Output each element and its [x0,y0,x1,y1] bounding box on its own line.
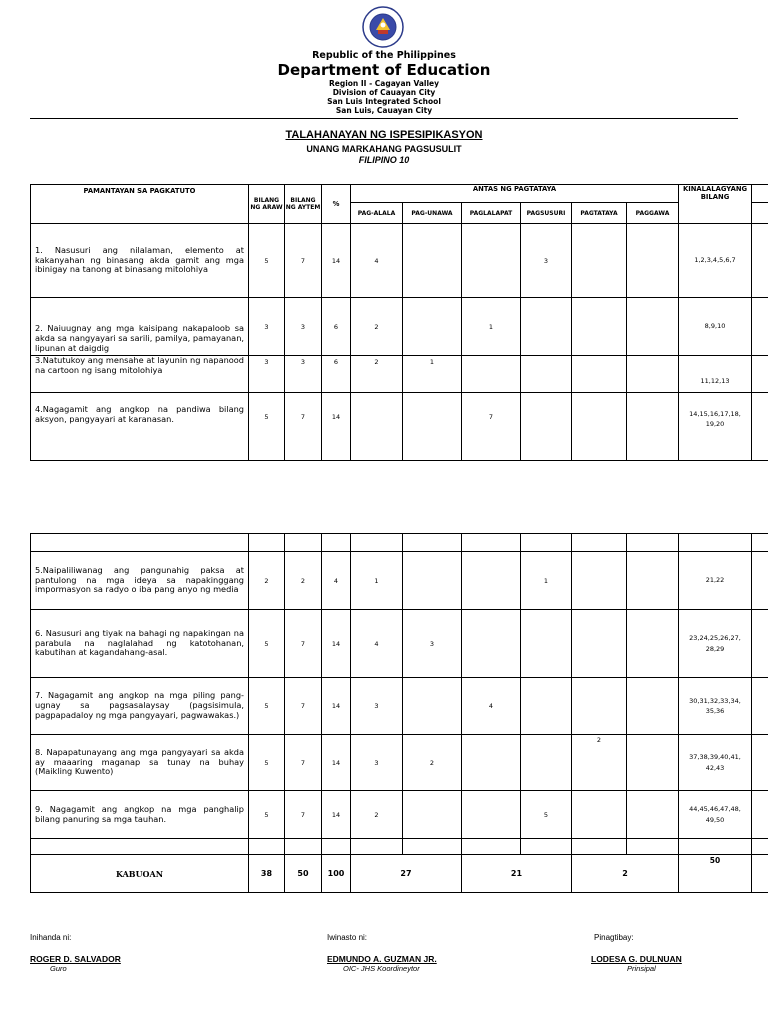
header-level-recall: PAG-ALALA [351,203,403,224]
total-items: 50 [285,855,322,893]
level-cell [521,393,572,461]
days-cell: 3 [249,298,285,356]
prepared-by-label: Inihanda ni: [30,933,72,942]
competency-cell: 7. Nagagamit ang angkop na mga piling pang-ugnay sa pagsasalaysay (pagsisimula, pagpapadaloy ng mga pangyayari, pagwawakas.) [31,678,249,735]
level-cell [351,393,403,461]
level-cell [627,356,679,393]
header-placement: KINALALAGYANG BILANG [679,185,752,224]
level-cell: 1 [521,552,572,610]
percent-cell: 14 [322,610,351,678]
header-level-analysis: PAGSUSURI [521,203,572,224]
placement-cell: 44,45,46,47,48, 49,50 [679,791,752,839]
competency-cell: 2. Naiuugnay ang mga kaisipang nakapaloob sa akda sa nangyayari sa sarili, pamilya, pamayanan, lipunan at daigdig [31,298,249,356]
percent-cell: 14 [322,735,351,791]
placement-cell: 37,38,39,40,41, 42,43 [679,735,752,791]
days-cell: 5 [249,735,285,791]
level-cell: 3 [351,735,403,791]
competency-cell: 9. Nagagamit ang angkop na mga panghalip bilang panuring sa mga tauhan. [31,791,249,839]
items-cell: 7 [285,610,322,678]
level-cell: 2 [403,735,462,791]
percent-cell: 14 [322,791,351,839]
total-group-recall-understanding: 27 [351,855,462,893]
prepared-by-role: Guro [50,964,67,973]
level-cell [572,356,627,393]
level-cell: 4 [351,224,403,298]
total-placement: 50 [679,855,752,893]
percent-cell: 4 [322,552,351,610]
table-row [31,534,768,552]
header-days: BILANG NG ARAW [249,185,285,224]
days-cell: 5 [249,791,285,839]
level-cell [572,678,627,735]
table-row [31,393,768,461]
table-row [31,224,768,298]
level-cell: 1 [462,298,521,356]
days-cell: 5 [249,393,285,461]
document-title: TALAHANAYAN NG ISPESIPIKASYON [285,129,483,141]
school-name: San Luis Integrated School [327,97,441,106]
level-cell [572,552,627,610]
days-cell: 5 [249,678,285,735]
placement-cell: 1,2,3,4,5,6,7 [679,224,752,298]
specification-table-part2 [30,533,768,893]
items-cell: 7 [285,678,322,735]
level-cell [521,298,572,356]
approved-by-role: Prinsipal [627,964,656,973]
deped-seal-logo [362,6,404,48]
checked-by-name: EDMUNDO A. GUZMAN JR. [327,954,437,964]
total-group-evaluation-creation: 2 [572,855,679,893]
level-cell: 1 [351,552,403,610]
level-cell: 7 [462,393,521,461]
level-cell [627,552,679,610]
competency-cell: 5.Naipaliliwanag ang pangunahig paksa at pantulong na mga ideya sa napakinggang impormasyon sa radyo o iba pang anyo ng media [31,552,249,610]
competency-cell: 8. Napapatunayang ang mga pangyayari sa akda ay maaaring maganap sa tunay na buhay (Maikling Kuwento) [31,735,249,791]
table-row [31,298,768,356]
document-subtitle: UNANG MARKAHANG PAGSUSULIT [306,144,462,154]
header-level-creation: PAGGAWA [627,203,679,224]
level-cell [572,393,627,461]
level-cell [572,224,627,298]
level-cell: 2 [572,735,627,791]
items-cell: 7 [285,224,322,298]
total-percent: 100 [322,855,351,893]
level-cell [462,735,521,791]
items-cell: 3 [285,298,322,356]
level-cell [627,678,679,735]
competency-cell: 4.Nagagamit ang angkop na pandiwa bilang aksyon, pangyayari at karanasan. [31,393,249,461]
placement-cell: 11,12,13 [679,356,752,393]
competency-cell: 3.Natutukoy ang mensahe at layunin ng napanood na cartoon ng isang mitolohiya [31,356,249,393]
totals-label: KABUOAN [31,855,249,893]
specification-table-part1 [30,184,768,461]
level-cell [572,791,627,839]
competency-cell: 6. Nasusuri ang tiyak na bahagi ng napakingan na parabula na naglalahad ng katotohanan, kabutihan at kagandahang-asal. [31,610,249,678]
level-cell [627,610,679,678]
region-line: Region II - Cagayan Valley [328,79,440,88]
items-cell: 3 [285,356,322,393]
level-cell [627,393,679,461]
table-row [31,839,768,855]
level-cell [627,224,679,298]
subject-title: FILIPINO 10 [358,155,410,165]
level-cell [521,610,572,678]
level-cell: 2 [351,298,403,356]
header-divider [30,118,738,119]
totals-row [31,855,768,893]
table-row [31,610,768,678]
level-cell: 1 [403,356,462,393]
placement-cell: 23,24,25,26,27, 28,29 [679,610,752,678]
level-cell [521,678,572,735]
level-cell [462,224,521,298]
header-level-evaluation: PAGTATAYA [572,203,627,224]
percent-cell: 14 [322,678,351,735]
table-row [31,356,768,393]
competency-cell: 1. Nasusuri ang nilalaman, elemento at kakanyahan ng binasang akda gamit ang mga ibinigay na tanong at binasang mitolohiya [31,224,249,298]
days-cell: 5 [249,224,285,298]
items-cell: 2 [285,552,322,610]
level-cell [403,393,462,461]
level-cell [521,735,572,791]
level-cell [462,610,521,678]
percent-cell: 14 [322,393,351,461]
prepared-by-name: ROGER D. SALVADOR [30,954,121,964]
department-name: Department of Education [277,61,491,79]
level-cell [462,791,521,839]
level-cell: 3 [521,224,572,298]
header-level-understanding: PAG-UNAWA [403,203,462,224]
checked-by-label: Iwinasto ni: [327,933,368,942]
level-cell: 2 [351,791,403,839]
level-cell: 4 [462,678,521,735]
header-competency: PAMANTAYAN SA PAGKATUTO [31,185,249,224]
table-row [31,791,768,839]
level-cell: 4 [351,610,403,678]
percent-cell: 14 [322,224,351,298]
items-cell: 7 [285,393,322,461]
division-line: Division of Cauayan City [332,88,436,97]
level-cell [403,224,462,298]
header-level-application: PAGLALAPAT [462,203,521,224]
days-cell: 5 [249,610,285,678]
table-row [31,552,768,610]
approved-by-name: LODESA G. DULNUAN [591,954,682,964]
percent-cell: 6 [322,298,351,356]
level-cell [403,791,462,839]
placement-cell: 21,22 [679,552,752,610]
approved-by-label: Pinagtibay: [594,933,634,942]
percent-cell: 6 [322,356,351,393]
level-cell: 5 [521,791,572,839]
table-row [31,735,768,791]
level-cell: 3 [403,610,462,678]
placement-cell: 8,9,10 [679,298,752,356]
level-cell [627,298,679,356]
header-items: BILANG NG AYTEM [285,185,322,224]
total-group-application-analysis: 21 [462,855,572,893]
school-address: San Luis, Cauayan City [335,106,433,115]
placement-cell: 14,15,16,17,18, 19,20 [679,393,752,461]
placement-cell: 30,31,32,33,34, 35,36 [679,678,752,735]
total-days: 38 [249,855,285,893]
level-cell [462,356,521,393]
table-row [31,678,768,735]
level-cell [627,791,679,839]
level-cell [403,298,462,356]
days-cell: 2 [249,552,285,610]
level-cell: 2 [351,356,403,393]
checked-by-role: OIC- JHS Koordineytor [343,964,420,973]
level-cell: 3 [351,678,403,735]
level-cell [572,610,627,678]
items-cell: 7 [285,791,322,839]
level-cell [572,298,627,356]
level-cell [462,552,521,610]
items-cell: 7 [285,735,322,791]
days-cell: 3 [249,356,285,393]
level-cell [627,735,679,791]
level-cell [403,552,462,610]
header-percent: % [322,185,351,224]
header-levels: ANTAS NG PAGTATAYA [351,185,679,203]
level-cell [403,678,462,735]
republic-line: Republic of the Philippines [312,50,456,61]
level-cell [521,356,572,393]
